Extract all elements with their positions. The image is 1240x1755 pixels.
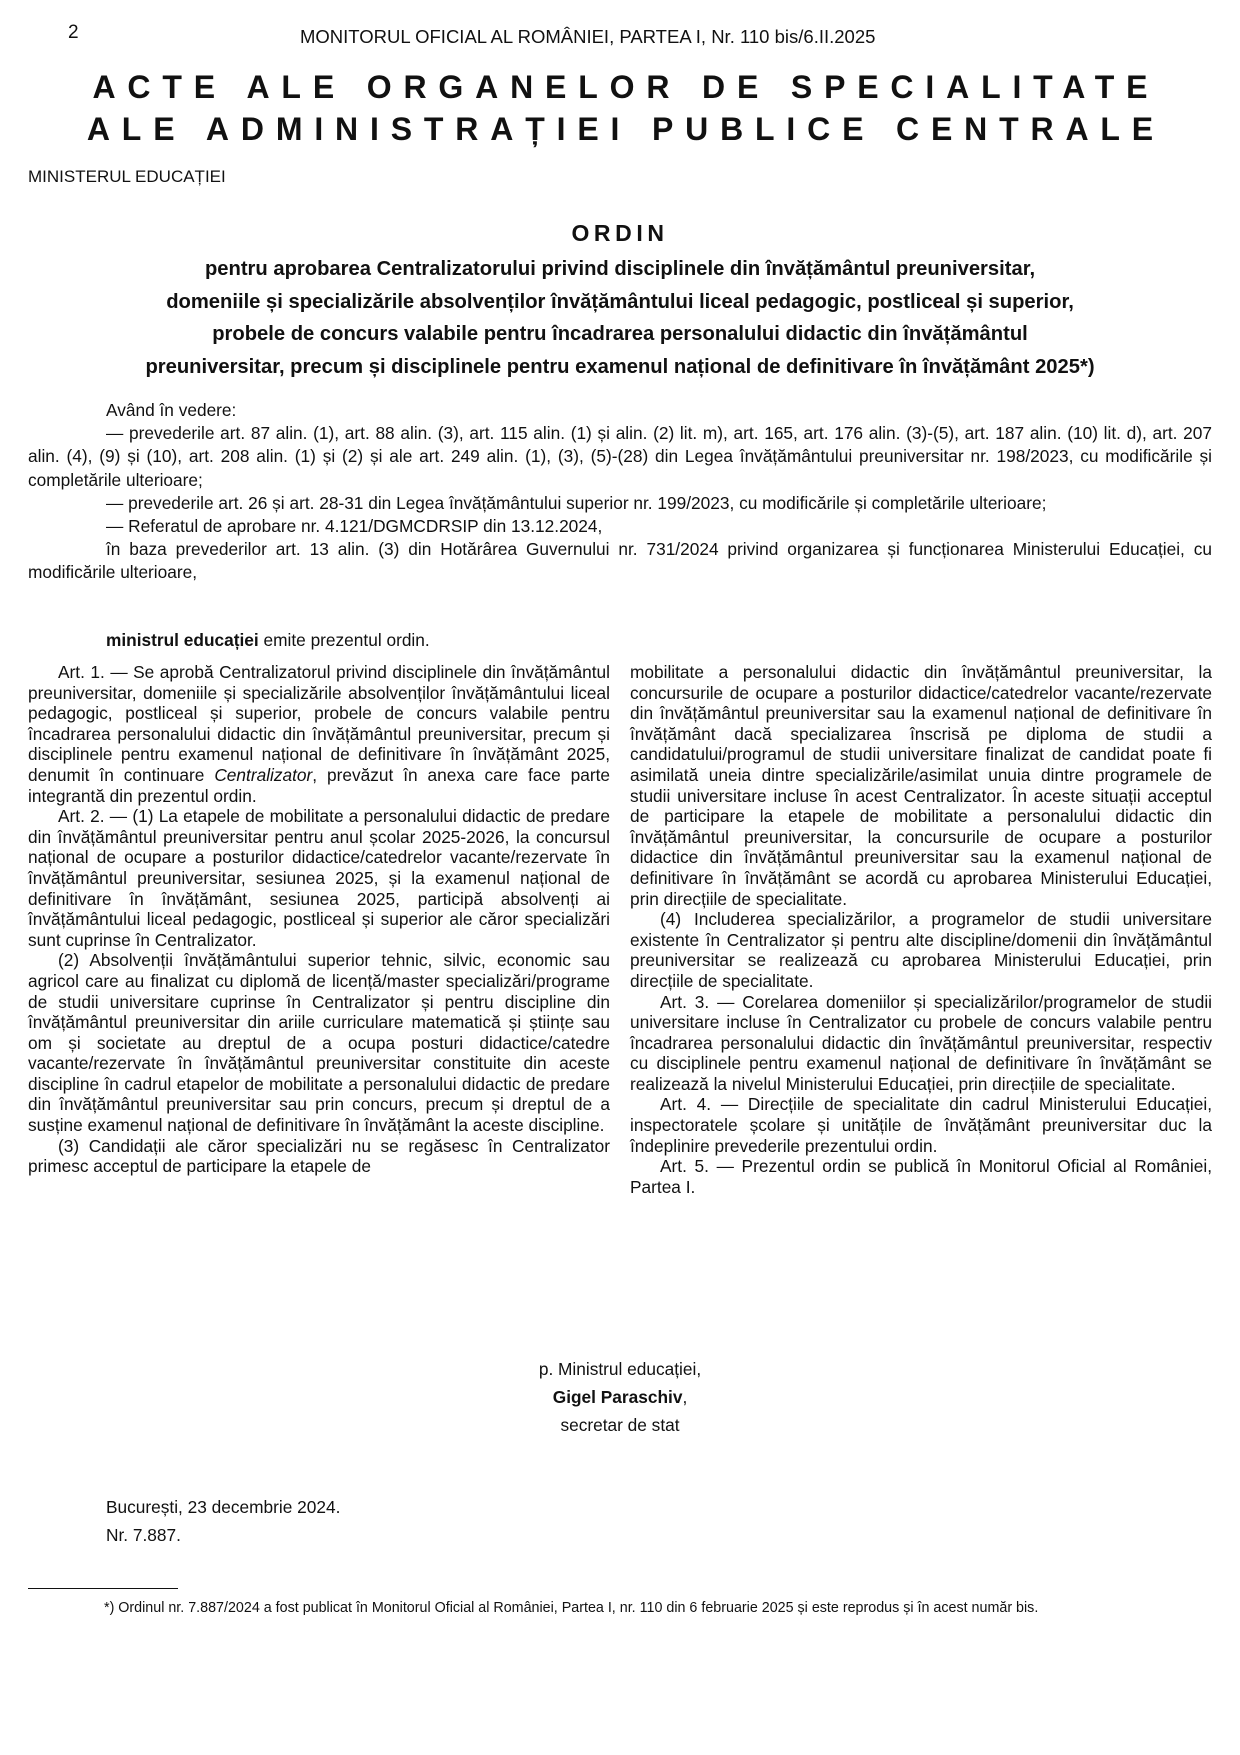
section-heading	[28, 66, 1212, 150]
subject-line: pentru aprobarea Centralizatorului privind disciplinele din învățământul preuniversitar,	[204, 258, 1036, 280]
article-1-text-b: , prevăzut în anexa care face parte integrantă din prezentul ordin.	[28, 764, 611, 806]
issuer-ministry: MINISTERUL EDUCAȚIEI	[28, 167, 226, 186]
article-1-italic-term: Centralizator	[214, 764, 313, 785]
article-2-para-4: (4) Includerea specializărilor, a programelor de studii universitare existente în Centralizator și pentru alte discipline/domenii din învățământul preuniversitar se realizează cu aprobarea Ministerului Educației, prin direcțiile de specialitate.	[630, 909, 1212, 991]
subject-line: preuniversitar, precum și disciplinele pentru examenul național de definitivare în învățământ 2025*)	[145, 355, 1095, 378]
article-2-para-1: Art. 2. — (1) La etapele de mobilitate a personalului didactic de predare din învățământul preuniversitar pentru anul școlar 2025-2026, la concursul național de ocupare a posturilor didactice/catedrelor vacante/rezervate în învățământul preuniversitar, sesiunea 2025, și la examenul național de definitivare în învățământ, sesiunea 2025, participă absolvenți ai învățământului liceal pedagogic, postliceal și superior ale căror specializări sunt cuprinse în Centralizator.	[28, 806, 610, 950]
signature-block	[470, 1355, 770, 1439]
article-2-para-3-start: (3) Candidații ale căror specializări nu se regăsesc în Centralizator primesc acceptul de participare la etapele de	[28, 1135, 610, 1177]
emits-rest: emite prezentul ordin.	[258, 630, 430, 650]
article-1-text-a: Art. 1. — Se aprobă Centralizatorul privind disciplinele din învățământul preuniversitar, domeniile și specializările absolvenților învățământului liceal pedagogic, postliceal și superior, probele de concurs valabile pentru încadrarea personalului didactic din învățământul preuniversitar, precum și disciplinele pentru examenul național de definitivare în învățământ 2025, denumit în continuare	[28, 662, 610, 785]
article-2-para-3-continued: mobilitate a personalului didactic din învățământul preuniversitar, la concursurile de ocupare a posturilor didactice/catedrelor vacante/rezervate din învățământul preuniversitar sau la examenul național de definitivare în învățământ dacă specializarea înscrisă pe diploma de studii a candidatului/programul de studii universitare finalizat de candidat poate fi asimilată uneia dintre specializările/asimilat unuia dintre programele de studii universitare incluse în acest Centralizator. În aceste situații acceptul de participare la etapele de mobilitate a personalului didactic din învățământul preuniversitar, la concursurile de ocupare a posturilor didactice din învățământul preuniversitar sau la examenul național de definitivare în învățământ se acordă cu aprobarea Ministerului Educației, prin direcțiile de specialitate.	[630, 662, 1212, 909]
page-number: 2	[68, 22, 79, 43]
emits-minister: ministrul educației	[106, 630, 259, 650]
order-number: Nr. 7.887.	[106, 1525, 181, 1545]
article-4: Art. 4. — Direcțiile de specialitate din cadrul Ministerului Educației, inspectoratele școlare și unitățile de învățământ preuniversitar duc la îndeplinire prevederile prezentului ordin.	[630, 1094, 1212, 1156]
section-heading-line-2: ALE ADMINISTRAȚIEI PUBLICE CENTRALE	[86, 111, 1165, 147]
footnote: *) Ordinul nr. 7.887/2024 a fost publicat în Monitorul Oficial al României, Partea I, nr. 110 din 6 februarie 2025 și este reprodus și în acest număr bis.	[104, 1600, 1039, 1616]
article-3: Art. 3. — Corelarea domeniilor și specializărilor/programelor de studii universitare incluse în Centralizator cu probele de concurs valabile pentru încadrarea personalului didactic din învățământul preuniversitar, respectiv cu disciplinele pentru examenul național de definitivare în învățământ se realizează la nivelul Ministerului Educației, prin direcțiile de specialitate.	[630, 991, 1212, 1094]
preamble	[28, 399, 1212, 585]
emits-statement	[106, 630, 430, 651]
signature-role: p. Ministrul educației,	[538, 1359, 702, 1379]
signatory-name-suffix: ,	[682, 1387, 688, 1407]
preamble-paragraph: Având în vedere:	[106, 400, 237, 420]
signatory-name: Gigel Paraschiv	[552, 1387, 683, 1407]
preamble-paragraph: în baza prevederilor art. 13 alin. (3) din Hotărârea Guvernului nr. 731/2024 privind organizarea și funcționarea Ministerului Educației, cu modificările ulterioare,	[28, 539, 1212, 583]
section-heading-line-1: ACTE ALE ORGANELOR DE SPECIALITATE	[92, 69, 1160, 105]
articles-right-column	[630, 662, 1212, 1197]
subject-line: probele de concurs valabile pentru încadrarea personalului didactic din învățământul	[212, 323, 1028, 345]
preamble-paragraph: — prevederile art. 26 și art. 28-31 din Legea învățământului superior nr. 199/2023, cu modificările și completările ulterioare;	[106, 492, 1047, 513]
article-5: Art. 5. — Prezentul ordin se publică în Monitorul Oficial al României, Partea I.	[630, 1156, 1212, 1197]
articles-left-column	[28, 662, 610, 1177]
place-date-block	[106, 1493, 340, 1549]
publication-header: MONITORUL OFICIAL AL ROMÂNIEI, PARTEA I, Nr. 110 bis/6.II.2025	[300, 26, 876, 47]
preamble-paragraph: — prevederile art. 87 alin. (1), art. 88 alin. (3), art. 115 alin. (1) și alin. (2) lit. m), art. 165, art. 176 alin. (3)-(5), art. 187 alin. (10) lit. d), art. 207 alin. (4), (9) și (10), art. 208 alin. (1) și (2) și ale art. 249 alin. (1), (3), (5)-(28) din Legea învățământului preuniversitar nr. 198/2023, cu modificările și completările ulterioare;	[28, 423, 1212, 490]
preamble-paragraph: — Referatul de aprobare nr. 4.121/DGMCDRSIP din 13.12.2024,	[106, 516, 603, 537]
document-subject	[28, 253, 1212, 383]
place-date: București, 23 decembrie 2024.	[106, 1497, 341, 1517]
signatory-title: secretar de stat	[560, 1415, 680, 1435]
footnote-divider	[28, 1588, 178, 1589]
article-2-para-2: (2) Absolvenții învățământului superior tehnic, silvic, economic sau agricol care au finalizat cu diplomă de licență/master specializări/programe de studii universitare cuprinse în Centralizator și pentru discipline din învățământul preuniversitar din ariile curriculare matematică și științe sau om și societate au dreptul de a ocupa posturi didactice/catedre vacante/rezervate în învățământul preuniversitar constituite din aceste discipline în cadrul etapelor de mobilitate a personalului didactic de predare din învățământul preuniversitar sau prin concurs, precum și dreptul de a susține examenul național de definitivare în învățământ la aceste discipline.	[28, 950, 610, 1136]
subject-line: domeniile și specializările absolvenților învățământului liceal pedagogic, postliceal și superior,	[166, 290, 1074, 313]
signature-name-line	[470, 1383, 770, 1411]
article-1	[28, 662, 610, 806]
document-type-title: ORDIN	[571, 220, 669, 246]
